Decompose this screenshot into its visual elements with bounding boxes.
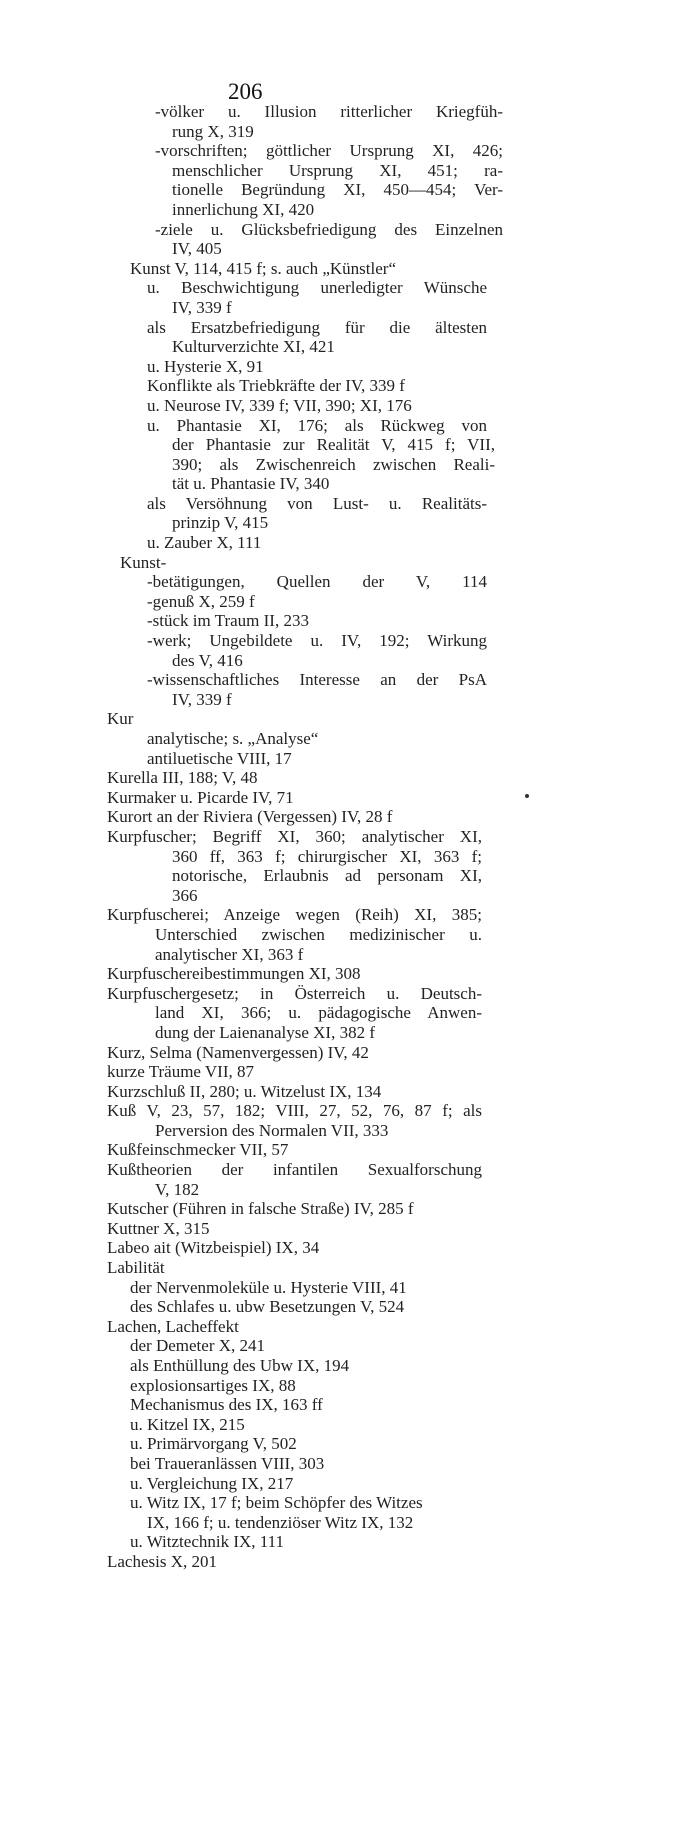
index-line: als Enthüllung des Ubw IX, 194 <box>130 1356 350 1375</box>
index-line: menschlicher Ursprung XI, 451; ra- <box>172 160 503 180</box>
index-line: antiluetische VIII, 17 <box>147 748 292 768</box>
index-line: Labeo ait (Witzbeispiel) IX, 34 <box>107 1238 320 1258</box>
index-line: explosionsartiges IX, 88 <box>130 1375 296 1395</box>
index-line: Kußtheorien der infantilen Sexualforschung <box>107 1160 482 1180</box>
index-line: u. Witz IX, 17 f; beim Schöpfer des Witzes <box>130 1493 423 1513</box>
index-line: u. Beschwichtigung unerledigter Wünsche <box>147 278 487 298</box>
index-line: Kurmaker u. Picarde IV, 71 <box>107 787 294 807</box>
index-line: Perversion des Normalen VII, 333 <box>155 1120 389 1140</box>
index-line: bei Traueranlässen VIII, 303 <box>130 1453 325 1473</box>
index-line: tät u. Phantasie IV, 340 <box>172 474 330 494</box>
index-line: IV, 405 <box>172 239 222 259</box>
index-line: -völker u. Illusion ritterlicher Kriegfüh- <box>155 102 503 121</box>
index-line: als Ersatzbefriedigung für die ältesten <box>147 317 487 337</box>
index-line: der Phantasie zur Realität V, 415 f; VII, <box>172 435 495 455</box>
index-line: notorische, Erlaubnis ad personam XI, <box>172 866 482 886</box>
index-line: u. Neurose IV, 339 f; VII, 390; XI, 176 <box>147 395 412 415</box>
index-line: -betätigungen, Quellen der V, 114 <box>147 572 487 592</box>
index-line: analytische; s. „Analyse“ <box>147 729 319 748</box>
index-line: u. Primärvorgang V, 502 <box>130 1434 297 1454</box>
index-line: u. Kitzel IX, 215 <box>130 1414 245 1434</box>
index-line: Kur <box>107 709 134 729</box>
index-line: analytischer XI, 363 f <box>155 944 304 964</box>
index-line: -ziele u. Glücksbefriedigung des Einzelnen <box>155 219 503 239</box>
index-line: Kußfeinschmecker VII, 57 <box>107 1140 289 1160</box>
index-line: Kurpfuschergesetz; in Österreich u. Deutsch- <box>107 983 482 1003</box>
index-line: des V, 416 <box>172 650 243 670</box>
index-line: Kurz, Selma (Namenvergessen) IV, 42 <box>107 1042 369 1062</box>
index-line: Lachen, Lacheffekt <box>107 1316 239 1336</box>
index-line: prinzip V, 415 <box>172 513 269 533</box>
index-line: Kuß V, 23, 57, 182; VIII, 27, 52, 76, 87 f; als <box>107 1101 482 1121</box>
index-line: u. Hysterie X, 91 <box>147 356 264 376</box>
index-line: -genuß X, 259 f <box>147 591 255 611</box>
index-line: -stück im Traum II, 233 <box>147 611 309 631</box>
stray-dot-mark <box>525 794 529 798</box>
index-line: IV, 339 f <box>172 689 232 709</box>
index-line: Konflikte als Triebkräfte der IV, 339 f <box>147 376 405 396</box>
index-line: u. Vergleichung IX, 217 <box>130 1473 294 1493</box>
index-line: Kurella III, 188; V, 48 <box>107 768 258 788</box>
index-line: Kuttner X, 315 <box>107 1218 210 1238</box>
index-line: tionelle Begründung XI, 450—454; Ver- <box>172 180 503 200</box>
index-line: 360 ff, 363 f; chirurgischer XI, 363 f; <box>172 846 482 866</box>
index-line: des Schlafes u. ubw Besetzungen V, 524 <box>130 1297 405 1317</box>
index-line: der Demeter X, 241 <box>130 1336 266 1356</box>
index-line: Kutscher (Führen in falsche Straße) IV, 285 f <box>107 1199 414 1219</box>
index-line: Kulturverzichte XI, 421 <box>172 337 335 357</box>
index-line: als Versöhnung von Lust- u. Realitäts- <box>147 493 487 513</box>
index-line: dung der Laienanalyse XI, 382 f <box>155 1022 375 1042</box>
index-entries <box>0 102 697 1572</box>
index-line: IV, 339 f <box>172 297 232 317</box>
index-line: kurze Träume VII, 87 <box>107 1062 254 1082</box>
index-line: Lachesis X, 201 <box>107 1551 218 1571</box>
index-line: -werk; Ungebildete u. IV, 192; Wirkung <box>147 631 487 651</box>
index-line: land XI, 366; u. pädagogische Anwen- <box>155 1003 482 1023</box>
index-line: innerlichung XI, 420 <box>172 199 315 219</box>
index-line: u. Phantasie XI, 176; als Rückweg von <box>147 415 487 435</box>
index-line: Labilität <box>107 1258 165 1278</box>
index-line: -vorschriften; göttlicher Ursprung XI, 426; <box>155 141 503 161</box>
index-line: Kunst- <box>120 552 167 572</box>
index-line: Kurpfuschereibestimmungen XI, 308 <box>107 964 361 984</box>
index-line: V, 182 <box>155 1179 200 1199</box>
index-line: IX, 166 f; u. tendenziöser Witz IX, 132 <box>147 1512 414 1532</box>
index-line: -wissenschaftliches Interesse an der PsA <box>147 670 487 690</box>
index-line: Mechanismus des IX, 163 ff <box>130 1395 323 1415</box>
index-line: Unterschied zwischen medizinischer u. <box>155 924 482 944</box>
index-line: 366 <box>172 885 198 905</box>
index-line: Kurpfuscher; Begriff XI, 360; analytischer XI, <box>107 826 482 846</box>
index-line: u. Witztechnik IX, 111 <box>130 1532 285 1552</box>
index-line: der Nervenmoleküle u. Hysterie VIII, 41 <box>130 1277 407 1297</box>
index-line: Kurort an der Riviera (Vergessen) IV, 28 f <box>107 807 393 827</box>
page-number: 206 <box>228 79 263 104</box>
index-line: Kunst V, 114, 415 f; s. auch „Künstler“ <box>130 258 396 278</box>
index-line: u. Zauber X, 111 <box>147 533 262 553</box>
index-line: 390; als Zwischenreich zwischen Reali- <box>172 454 495 474</box>
index-line: Kurpfuscherei; Anzeige wegen (Reih) XI, 385; <box>107 905 482 925</box>
index-line: Kurzschluß II, 280; u. Witzelust IX, 134 <box>107 1081 382 1101</box>
index-line: rung X, 319 <box>172 121 254 141</box>
